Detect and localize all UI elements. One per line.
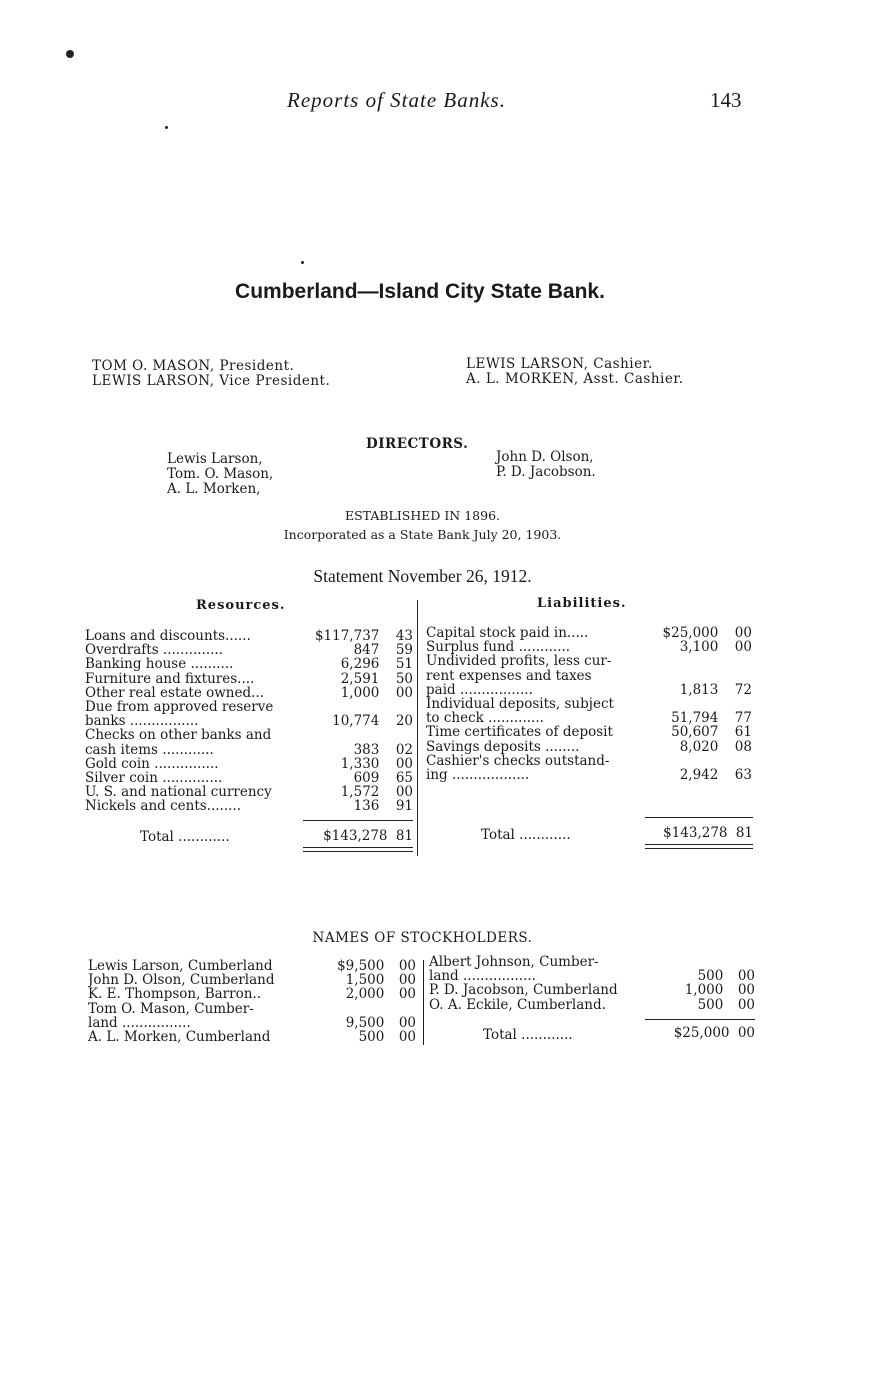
row-label: land ................ [88,1015,191,1030]
row-cents: 00 [737,968,755,985]
row-label: Checks on other banks and [85,728,272,743]
running-header: Reports of State Banks. [287,88,506,112]
directors-heading: DIRECTORS. [366,436,469,452]
ledger-row [88,973,416,987]
row-cents [379,700,413,714]
row-label: to check ............. [426,711,544,726]
row-amount: 1,813 [679,681,719,698]
row-amount: 8,020 [679,738,719,755]
row-cents [723,955,755,969]
row-label: Time certificates of deposit [426,725,613,740]
ledger-row [88,987,416,1001]
total-amount: $143,278 [663,825,728,841]
ledger-row [88,1030,416,1044]
total-cents: 81 [395,828,413,844]
resources-table [85,629,413,813]
director-name: A. L. Morken, [167,481,261,497]
row-amount: 51,794 [671,710,719,727]
row-label: K. E. Thompson, Barron.. [88,987,261,1002]
ledger-row [426,711,752,725]
row-amount: $9,500 [337,958,385,974]
row-amount: 1,500 [345,972,385,989]
resources-heading: Resources. [196,598,286,613]
row-amount [300,728,379,742]
ledger-row [426,725,752,739]
ledger-row [426,654,752,668]
row-cents [718,654,752,668]
row-amount: 50,607 [671,724,719,741]
row-label: Savings deposits ........ [426,739,580,754]
row-amount: 1,330 [340,755,380,772]
row-cents: 00 [734,625,752,641]
row-label: cash items ............ [85,742,214,757]
ledger-row [85,785,413,799]
officers-left [92,359,330,389]
total-amount: $25,000 [673,1025,730,1041]
sum-rule [645,1019,755,1020]
resources-total [140,829,230,845]
row-label: paid ................. [426,682,533,697]
row-amount [643,669,718,683]
row-cents: 72 [734,681,752,698]
officers-right [466,357,684,387]
row-cents [384,1002,416,1016]
row-amount [652,955,723,969]
row-label: Gold coin ............... [85,756,219,771]
ledger-row [85,714,413,728]
liabilities-total-amount [645,825,753,841]
total-label: Total ............ [140,829,230,845]
ledger-row [85,799,413,813]
row-amount: 1,572 [340,784,380,801]
ledger-row [85,629,413,643]
stockholders-heading: NAMES OF STOCKHOLDERS. [312,930,533,946]
row-label: Surplus fund ............ [426,640,571,655]
row-cents: 51 [395,656,414,673]
resources-total-amount [303,828,413,844]
ledger-row [426,740,752,754]
row-label: Loans and discounts...... [85,629,251,644]
liabilities-table [426,626,752,782]
row-cents [718,754,752,768]
sum-rule [645,817,753,818]
row-amount: 383 [353,741,380,758]
row-amount [643,754,718,768]
row-amount: $25,000 [662,625,719,641]
row-cents: 50 [395,670,414,687]
ledger-row [429,983,755,997]
row-cents: 00 [398,986,416,1003]
total-label: Total ............ [483,1027,573,1043]
row-amount [643,654,718,668]
officer-line: LEWIS LARSON, Cashier. [466,356,653,372]
ledger-row [85,672,413,686]
stockholders-left-table [88,959,416,1044]
directors-right [496,450,596,480]
ledger-row [429,955,755,969]
row-amount [643,697,718,711]
officer-line: A. L. MORKEN, Asst. Cashier. [466,371,684,387]
row-amount: 1,000 [684,982,724,999]
row-cents: 00 [734,639,752,656]
row-cents [379,728,413,742]
row-cents: 91 [395,798,414,815]
row-label: John D. Olson, Cumberland [88,973,275,988]
ledger-row [88,1016,416,1030]
page-number: 143 [710,88,742,112]
row-amount [311,1002,384,1016]
row-cents [718,697,752,711]
established-line: ESTABLISHED IN 1896. [344,508,500,523]
row-label: Tom O. Mason, Cumber- [88,1001,254,1016]
row-cents: 20 [395,713,414,730]
row-amount: 6,296 [340,656,380,673]
sum-rule [303,820,413,821]
scan-speck [301,261,304,264]
row-label: Furniture and fixtures.... [85,671,255,686]
director-name: Tom. O. Mason, [167,466,274,482]
row-label: land ................. [429,969,536,984]
total-double-rule [645,844,753,849]
ledger-row [88,1002,416,1016]
row-label: O. A. Eckile, Cumberland. [429,997,606,1012]
stockholders-divider [423,960,424,1045]
statement-title: Statement November 26, 1912. [313,566,532,586]
row-amount: $117,737 [314,628,380,644]
row-amount: 500 [697,968,724,985]
row-label: Overdrafts .............. [85,643,223,658]
row-label: Due from approved reserve [85,699,274,715]
director-name: Lewis Larson, [167,451,263,467]
incorporated-line: Incorporated as a State Bank July 20, 1903. [283,527,562,542]
ledger-row [85,728,413,742]
row-cents: 00 [398,1014,416,1031]
row-cents: 43 [395,628,414,644]
row-label: U. S. and national currency [85,785,272,800]
row-amount: 2,942 [679,766,719,783]
row-amount: 9,500 [345,1014,385,1031]
row-cents: 59 [395,642,414,659]
ledger-row [426,754,752,768]
scan-speck [66,50,74,58]
row-cents: 00 [395,755,414,772]
ledger-row [426,683,752,697]
row-cents: 08 [734,738,752,755]
row-cents: 00 [737,996,755,1013]
ledger-row [426,697,752,711]
row-label: Banking house .......... [85,657,234,672]
row-amount: 500 [358,1028,385,1045]
total-label: Total ............ [481,827,571,843]
ledger-row [429,998,755,1012]
liabilities-heading: Liabilities. [537,596,627,611]
officer-line: TOM O. MASON, President. [92,358,295,374]
row-label: Undivided profits, less cur- [426,654,612,669]
ledger-row [85,743,413,757]
row-cents: 02 [395,741,414,758]
scan-speck [165,126,168,129]
row-label: Other real estate owned... [85,685,265,700]
total-double-rule [303,847,413,852]
row-cents: 00 [737,982,755,999]
row-label: P. D. Jacobson, Cumberland [429,983,618,998]
row-cents: 00 [395,684,414,701]
stockholders-total-amount [645,1025,755,1041]
row-label: Silver coin .............. [85,770,223,786]
row-label: banks ................ [85,714,199,729]
row-label: Individual deposits, subject [426,696,614,712]
row-label: Albert Johnson, Cumber- [429,955,599,970]
ledger-row [426,669,752,683]
row-amount: 2,000 [345,986,385,1003]
ledger-row [429,969,755,983]
stockholders-total [483,1027,573,1043]
row-label: Capital stock paid in..... [426,626,589,641]
directors-left [167,452,273,497]
ledger-row [85,757,413,771]
row-amount: 500 [697,996,724,1013]
bank-title: Cumberland—Island City State Bank. [235,280,605,303]
ledger-row [85,643,413,657]
row-cents: 00 [398,1028,416,1045]
row-label: ing .................. [426,767,530,783]
row-label: Nickels and cents........ [85,799,242,814]
ledger-row [426,640,752,654]
row-amount: 847 [353,642,380,659]
row-cents: 61 [734,724,752,741]
director-name: P. D. Jacobson. [496,464,596,480]
total-cents: 81 [735,825,753,841]
ledger-row [85,686,413,700]
ledger-row [85,771,413,785]
liabilities-total [481,827,571,843]
row-cents [718,669,752,683]
row-label: Cashier's checks outstand- [426,753,610,768]
director-name: John D. Olson, [496,449,594,465]
total-cents: 00 [737,1025,755,1041]
row-cents: 77 [734,710,752,727]
row-label: Lewis Larson, Cumberland [88,959,273,974]
row-amount [300,700,379,714]
row-cents: 00 [398,958,416,974]
row-amount: 136 [353,798,380,815]
row-amount: 1,000 [340,684,380,701]
total-amount: $143,278 [323,828,388,844]
row-amount: 2,591 [340,670,380,687]
row-label: A. L. Morken, Cumberland [88,1029,271,1045]
ledger-row [426,626,752,640]
ledger-row [426,768,752,782]
row-cents: 00 [398,972,416,989]
officer-line: LEWIS LARSON, Vice President. [92,373,331,389]
row-cents: 00 [395,784,414,801]
ledger-row [85,700,413,714]
ledger-row [88,959,416,973]
row-cents: 65 [395,769,414,786]
ledger-row [85,657,413,671]
row-label: rent expenses and taxes [426,668,592,683]
row-amount: 10,774 [332,713,380,730]
row-amount: 3,100 [679,639,719,656]
column-divider [417,600,418,856]
row-amount: 609 [353,769,380,786]
stockholders-right-table [429,955,755,1012]
row-cents: 63 [734,766,752,783]
